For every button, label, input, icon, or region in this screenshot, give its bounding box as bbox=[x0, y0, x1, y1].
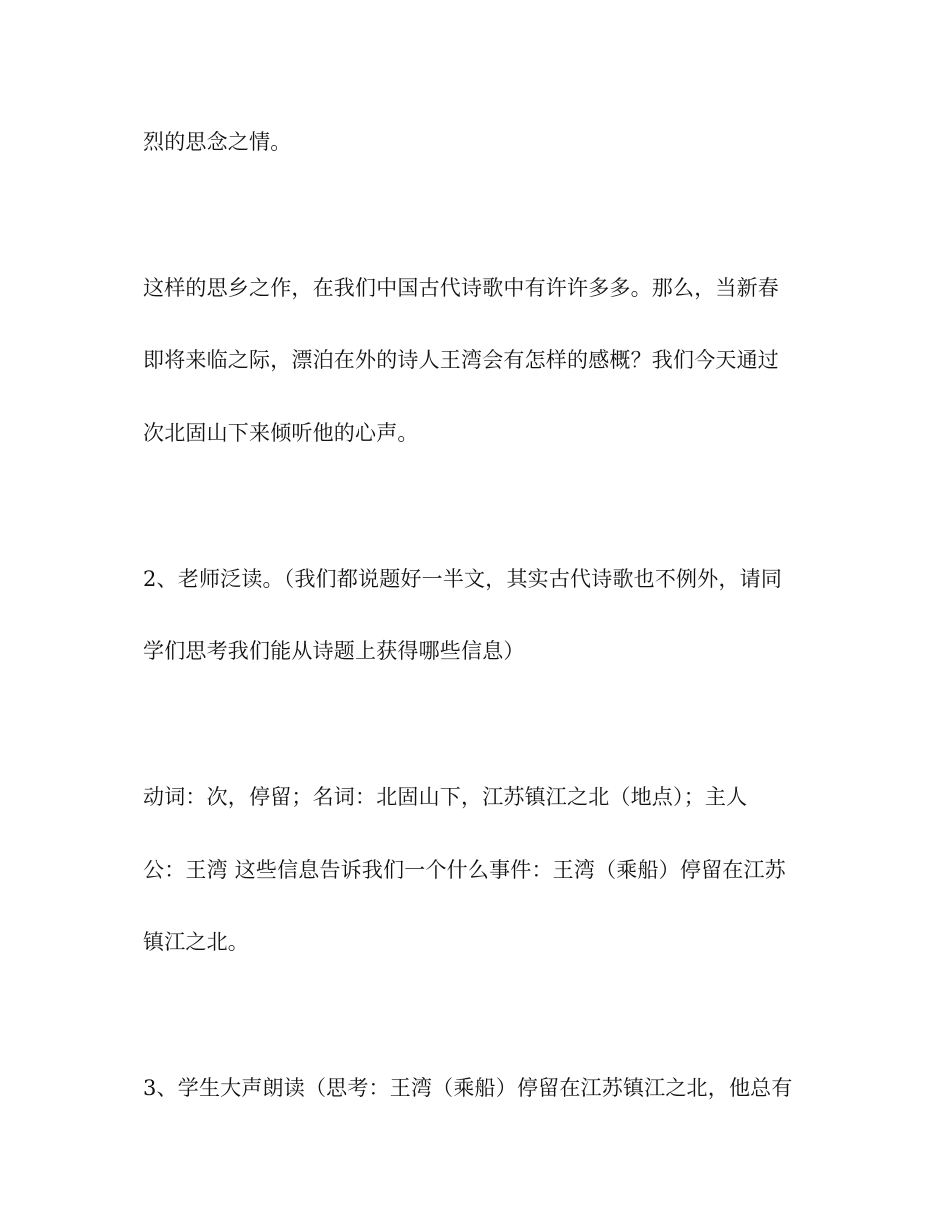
paragraph-2-line-2: 即将来临之际，漂泊在外的诗人王湾会有怎样的感概？我们今天通过 bbox=[143, 348, 779, 372]
paragraph-2-line-1: 这样的思乡之作，在我们中国古代诗歌中有许许多多。那么，当新春 bbox=[143, 276, 779, 300]
paragraph-1-line-1: 烈的思念之情。 bbox=[143, 130, 292, 154]
paragraph-3-line-2: 学们思考我们能从诗题上获得哪些信息） bbox=[143, 639, 525, 663]
paragraph-2-line-3: 次北固山下来倾听他的心声。 bbox=[143, 421, 419, 445]
paragraph-4-line-3: 镇江之北。 bbox=[143, 930, 249, 954]
paragraph-5-line-1: 3、学生大声朗读（思考：王湾（乘船）停留在江苏镇江之北，他总有 bbox=[143, 1076, 793, 1100]
paragraph-3-line-1: 2、老师泛读。（我们都说题好一半文，其实古代诗歌也不例外，请同 bbox=[143, 567, 783, 591]
paragraph-4-line-1: 动词：次，停留；名词：北固山下，江苏镇江之北（地点）；主人 bbox=[143, 785, 748, 809]
paragraph-4-line-2: 公：王湾 这些信息告诉我们一个什么事件：王湾（乘船）停留在江苏 bbox=[143, 858, 786, 882]
